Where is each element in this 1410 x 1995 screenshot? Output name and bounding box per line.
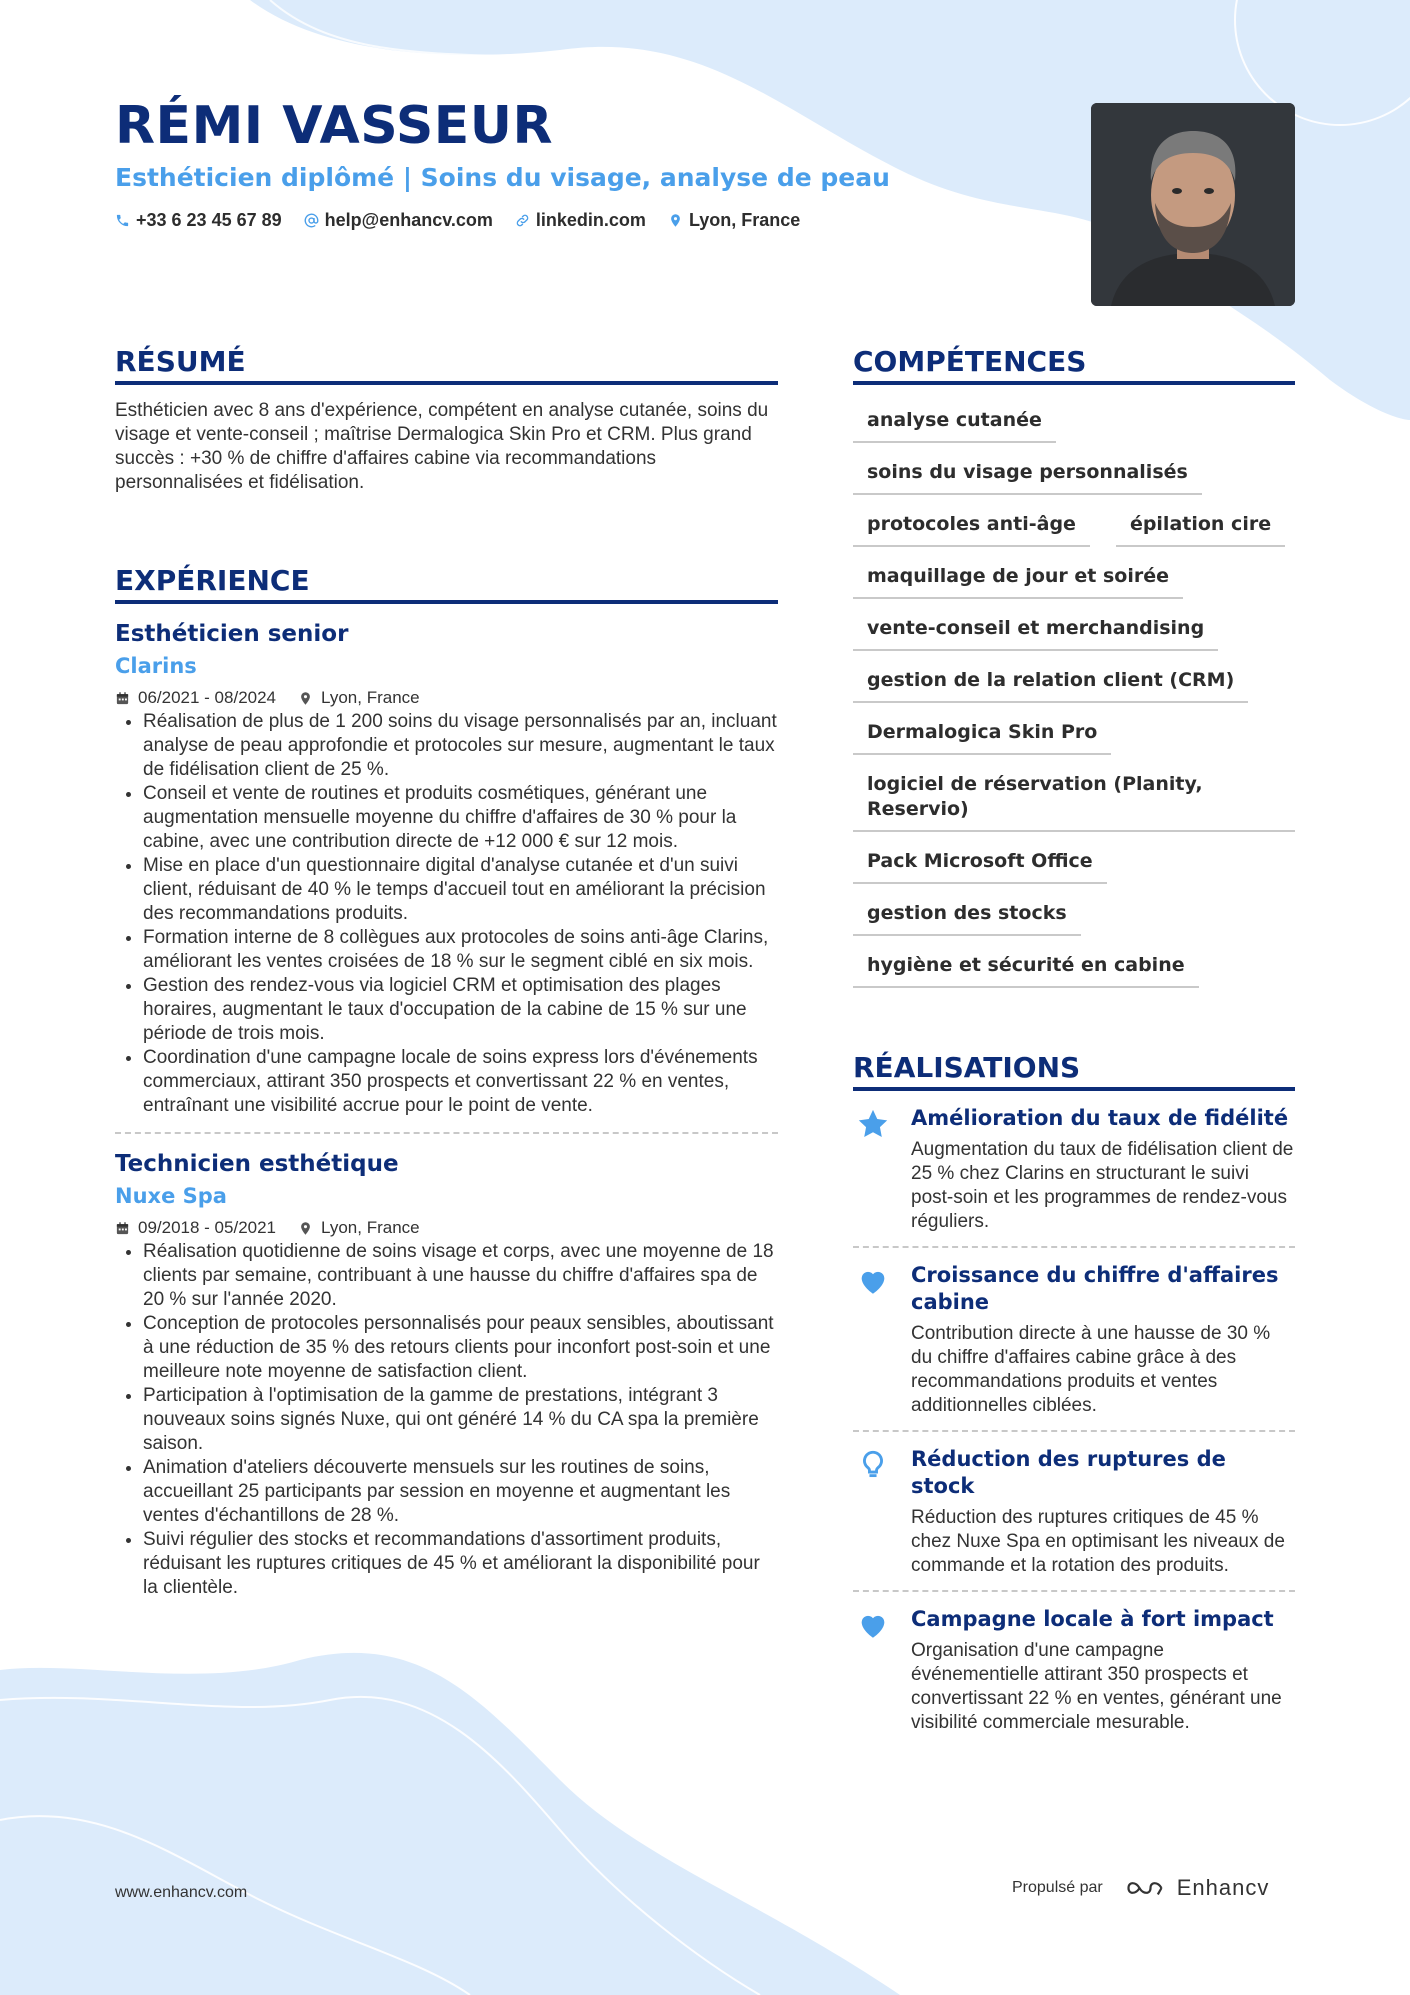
right-column — [853, 344, 1295, 1747]
skill-tag: Pack Microsoft Office — [853, 840, 1107, 884]
achievement-title: Campagne locale à fort impact — [911, 1607, 1274, 1631]
achievement-body — [911, 1606, 1295, 1735]
skill-tag: gestion de la relation client (CRM) — [853, 659, 1248, 703]
footer-website[interactable]: www.enhancv.com — [115, 1884, 248, 1901]
job-entry — [115, 1148, 778, 1600]
job-bullet: Participation à l'optimisation de la gamme de prestations, intégrant 3 nouveaux soins signés Nuxe, qui ont généré 14 % du CA spa la première saison. — [115, 1384, 778, 1456]
contact-linkedin[interactable] — [515, 210, 646, 231]
job-dates-text: 06/2021 - 08/2024 — [138, 688, 277, 707]
skill-tag: logiciel de réservation (Planity, Reservio) — [853, 763, 1295, 832]
summary-section-title: RÉSUMÉ — [115, 344, 778, 385]
achievement-body — [911, 1105, 1295, 1234]
job-location-text: Lyon, France — [321, 1218, 420, 1237]
location-pin-icon — [298, 691, 313, 706]
achievement-title: Croissance du chiffre d'affaires cabine — [911, 1263, 1279, 1314]
contact-linkedin-text: linkedin.com — [535, 210, 646, 231]
job-meta — [115, 1216, 778, 1240]
contact-email[interactable] — [304, 210, 493, 231]
candidate-headline: Esthéticien diplômé | Soins du visage, analyse de peau — [115, 163, 890, 193]
skill-tag: gestion des stocks — [853, 892, 1081, 936]
job-company: Nuxe Spa — [115, 1184, 227, 1208]
heart-icon — [853, 1606, 893, 1735]
skill-tag: hygiène et sécurité en cabine — [853, 944, 1199, 988]
contact-phone[interactable] — [115, 210, 282, 231]
job-dates — [115, 686, 276, 710]
job-bullet: Conception de protocoles personnalisés pour peaux sensibles, aboutissant à une réduction de 35 % des retours clients pour inconfort post-soin et une meilleure note moyenne de satisfaction client. — [115, 1312, 778, 1384]
job-bullet: Animation d'ateliers découverte mensuels sur les routines de soins, accueillant 25 participants par session en moyenne et augmentant les ventes d'échantillons de 28 %. — [115, 1456, 778, 1528]
contact-email-text: help@enhancv.com — [324, 210, 493, 231]
job-bullet: Suivi régulier des stocks et recommandations d'assortiment produits, réduisant les ruptures critiques de 45 % et améliorant la disponibilité pour la clientèle. — [115, 1528, 778, 1600]
job-location — [298, 686, 420, 710]
footer-branding — [1012, 1875, 1269, 1901]
enhancv-logo[interactable] — [1123, 1875, 1270, 1901]
contact-location-text: Lyon, France — [688, 210, 801, 231]
job-divider — [115, 1132, 778, 1134]
candidate-name: RÉMI VASSEUR — [115, 96, 554, 156]
job-location — [298, 1216, 420, 1240]
achievement-item — [853, 1091, 1295, 1246]
phone-icon — [115, 213, 130, 228]
job-bullets — [115, 1240, 778, 1600]
skill-tag: Dermalogica Skin Pro — [853, 711, 1111, 755]
star-icon — [853, 1105, 893, 1234]
job-bullet: Formation interne de 8 collègues aux protocoles de soins anti-âge Clarins, améliorant les ventes croisées de 18 % sur le segment ciblé en six mois. — [115, 926, 778, 974]
achievement-body — [911, 1262, 1295, 1418]
at-icon — [304, 213, 319, 228]
job-entry — [115, 618, 778, 1118]
skill-tag: maquillage de jour et soirée — [853, 555, 1183, 599]
job-title: Technicien esthétique — [115, 1151, 399, 1177]
skill-tag: vente-conseil et merchandising — [853, 607, 1218, 651]
location-pin-icon — [668, 213, 683, 228]
achievement-text: Organisation d'une campagne événementielle attirant 350 prospects et convertissant 22 % en ventes, générant une visibilité commerciale mesurable. — [911, 1640, 1282, 1733]
achievement-item — [853, 1430, 1295, 1590]
job-bullets — [115, 710, 778, 1118]
job-bullet: Coordination d'une campagne locale de soins express lors d'événements commerciaux, attirant 350 prospects et convertissant 22 % en ventes, entraînant une visibilité accrue pour le point de vente. — [115, 1046, 778, 1118]
heart-icon — [853, 1262, 893, 1418]
achievement-text: Contribution directe à une hausse de 30 % du chiffre d'affaires cabine grâce à des recommandations produits et ventes additionnelles ciblées. — [911, 1323, 1271, 1416]
job-company: Clarins — [115, 654, 197, 678]
achievement-title: Amélioration du taux de fidélité — [911, 1106, 1289, 1130]
contact-phone-text: +33 6 23 45 67 89 — [136, 210, 282, 231]
achievement-text: Réduction des ruptures critiques de 45 % chez Nuxe Spa en optimisant les niveaux de commande et la rotation des produits. — [911, 1507, 1285, 1576]
job-title: Esthéticien senior — [115, 621, 349, 647]
job-dates-text: 09/2018 - 05/2021 — [138, 1218, 277, 1237]
achievement-item — [853, 1590, 1295, 1747]
resume-header — [115, 98, 1075, 231]
skill-tag: protocoles anti-âge — [853, 503, 1090, 547]
achievement-body — [911, 1446, 1295, 1578]
calendar-icon — [115, 1221, 130, 1236]
achievement-text: Augmentation du taux de fidélisation client de 25 % chez Clarins en structurant le suivi post-soin et les programmes de rendez-vous réguliers. — [911, 1139, 1294, 1232]
skill-tag: épilation cire — [1116, 503, 1285, 547]
job-dates — [115, 1216, 276, 1240]
skills-list — [853, 399, 1295, 996]
link-icon — [515, 213, 530, 228]
job-meta — [115, 686, 778, 710]
powered-by-label: Propulsé par — [1012, 1879, 1103, 1896]
lightbulb-icon — [853, 1446, 893, 1578]
summary-text: Esthéticien avec 8 ans d'expérience, compétent en analyse cutanée, soins du visage et vente-conseil ; maîtrise Dermalogica Skin Pro et CRM. Plus grand succès : +30 % de chiffre d'affaires cabine via recommandations personnalisées et fidélisation. — [115, 400, 769, 493]
experience-section-title: EXPÉRIENCE — [115, 563, 778, 604]
job-bullet: Conseil et vente de routines et produits cosmétiques, générant une augmentation mensuelle moyenne du chiffre d'affaires de 30 % pour la cabine, avec une contribution directe de +12 000 € sur 12 mois. — [115, 782, 778, 854]
achievement-item — [853, 1246, 1295, 1430]
skill-tag: soins du visage personnalisés — [853, 451, 1202, 495]
contact-location — [668, 210, 800, 231]
enhancv-brand-name: Enhancv — [1176, 1875, 1270, 1900]
achievements-section-title: RÉALISATIONS — [853, 1050, 1295, 1091]
achievement-title: Réduction des ruptures de stock — [911, 1447, 1226, 1498]
job-bullet: Gestion des rendez-vous via logiciel CRM et optimisation des plages horaires, augmentant le taux d'occupation de la cabine de 15 % sur une période de trois mois. — [115, 974, 778, 1046]
job-location-text: Lyon, France — [321, 688, 420, 707]
profile-photo — [1091, 103, 1295, 306]
skills-section-title: COMPÉTENCES — [853, 344, 1295, 385]
contact-list — [115, 210, 1075, 231]
skill-tag: analyse cutanée — [853, 399, 1056, 443]
calendar-icon — [115, 691, 130, 706]
location-pin-icon — [298, 1221, 313, 1236]
left-column — [115, 344, 778, 1600]
job-bullet: Réalisation de plus de 1 200 soins du visage personnalisés par an, incluant analyse de peau approfondie et protocoles sur mesure, augmentant le taux de fidélisation client de 25 %. — [115, 710, 778, 782]
job-bullet: Mise en place d'un questionnaire digital d'analyse cutanée et d'un suivi client, réduisant de 40 % le temps d'accueil tout en améliorant la précision des recommandations produits. — [115, 854, 778, 926]
enhancv-logo-icon — [1123, 1877, 1167, 1899]
job-bullet: Réalisation quotidienne de soins visage et corps, avec une moyenne de 18 clients par semaine, contribuant à une hausse du chiffre d'affaires spa de 20 % sur l'année 2020. — [115, 1240, 778, 1312]
